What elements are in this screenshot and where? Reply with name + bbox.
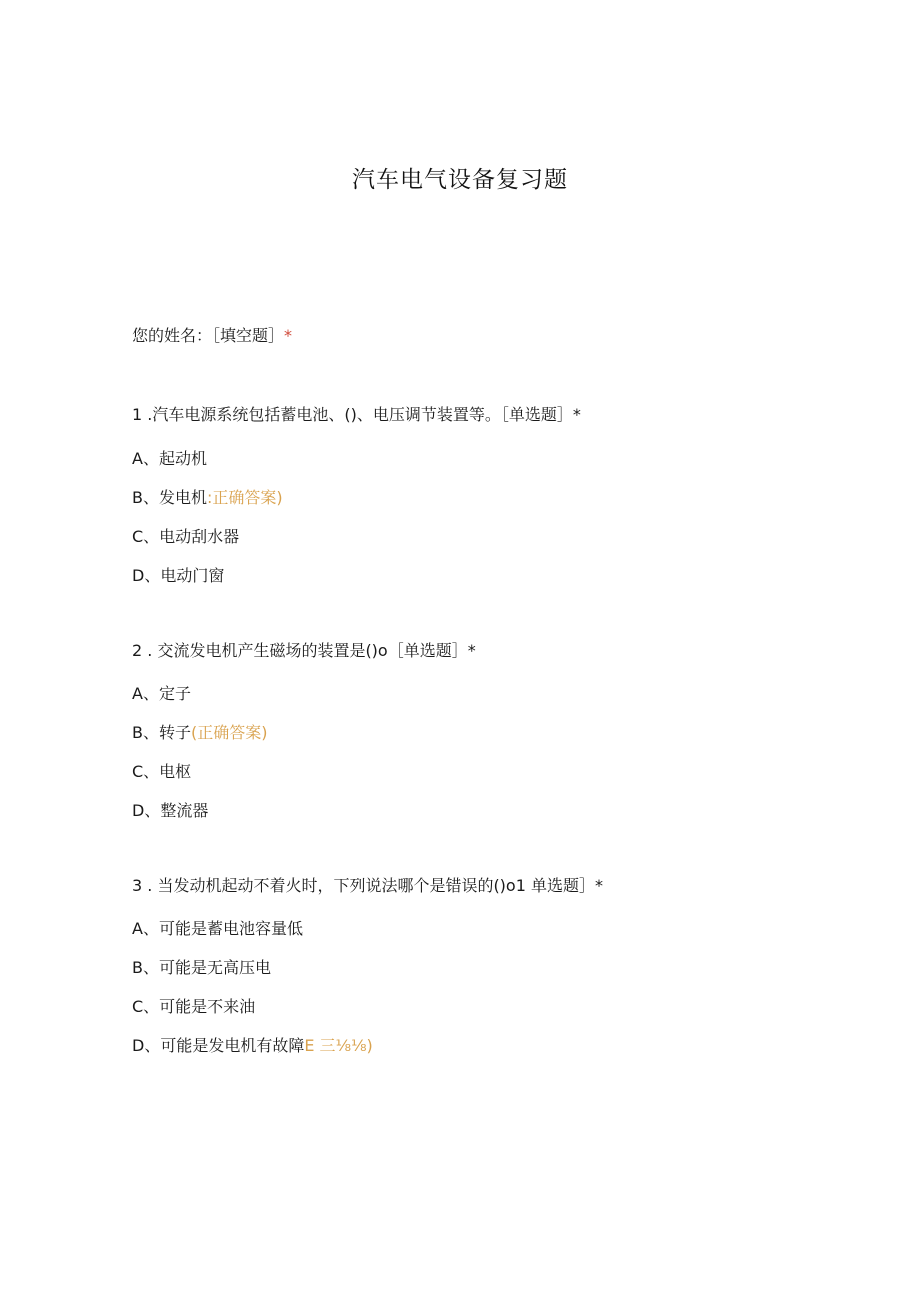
question-stem-text: 1 .汽车电源系统包括蓄电池、()、电压调节装置等。［单选题］ [132, 405, 573, 424]
question-1-option-c[interactable] [132, 527, 239, 547]
required-mark: * [284, 326, 293, 345]
question-3-stem [132, 876, 603, 896]
option-text: C、电枢 [132, 762, 192, 781]
required-mark: * [572, 405, 581, 424]
question-2-option-b[interactable] [132, 723, 267, 743]
option-text: B、可能是无高压电 [132, 958, 271, 977]
question-1-option-d[interactable] [132, 566, 224, 586]
page-title: 汽车电气设备复习题 [352, 167, 568, 193]
question-3-option-c[interactable] [132, 997, 255, 1017]
question-1-stem [132, 405, 581, 425]
question-2-option-d[interactable] [132, 801, 208, 821]
correct-answer-note: (正确答案) [190, 723, 268, 742]
question-1-option-a[interactable] [132, 449, 207, 469]
question-2-stem [132, 641, 476, 661]
option-text: A、定子 [132, 684, 191, 703]
option-text: D、电动门窗 [132, 566, 225, 585]
option-text: A、可能是蓄电池容量低 [132, 919, 303, 938]
question-2-option-a[interactable] [132, 684, 191, 704]
name-field-text: 您的姓名：［填空题］ [132, 326, 285, 345]
question-3-option-b[interactable] [132, 958, 271, 978]
required-mark: * [467, 641, 476, 660]
option-text: B、发电机 [132, 488, 207, 507]
question-3-option-d[interactable] [132, 1036, 373, 1056]
option-text: C、电动刮水器 [132, 527, 240, 546]
correct-answer-note: E 三⅛⅛) [304, 1036, 373, 1055]
option-text: D、整流器 [132, 801, 209, 820]
option-text: A、起动机 [132, 449, 207, 468]
question-2-option-c[interactable] [132, 762, 191, 782]
required-mark: * [594, 876, 603, 895]
question-stem-text: 2 . 交流发电机产生磁场的装置是()o［单选题］ [132, 641, 468, 660]
option-text: C、可能是不来油 [132, 997, 256, 1016]
question-1-option-b[interactable] [132, 488, 283, 508]
question-stem-text: 3 . 当发动机起动不着火时，下列说法哪个是错误的()o1 单选题］ [132, 876, 595, 895]
correct-answer-note: :正确答案) [206, 488, 283, 507]
name-field-label [132, 326, 292, 346]
option-text: D、可能是发电机有故障 [132, 1036, 305, 1055]
question-3-option-a[interactable] [132, 919, 303, 939]
option-text: B、转子 [132, 723, 191, 742]
